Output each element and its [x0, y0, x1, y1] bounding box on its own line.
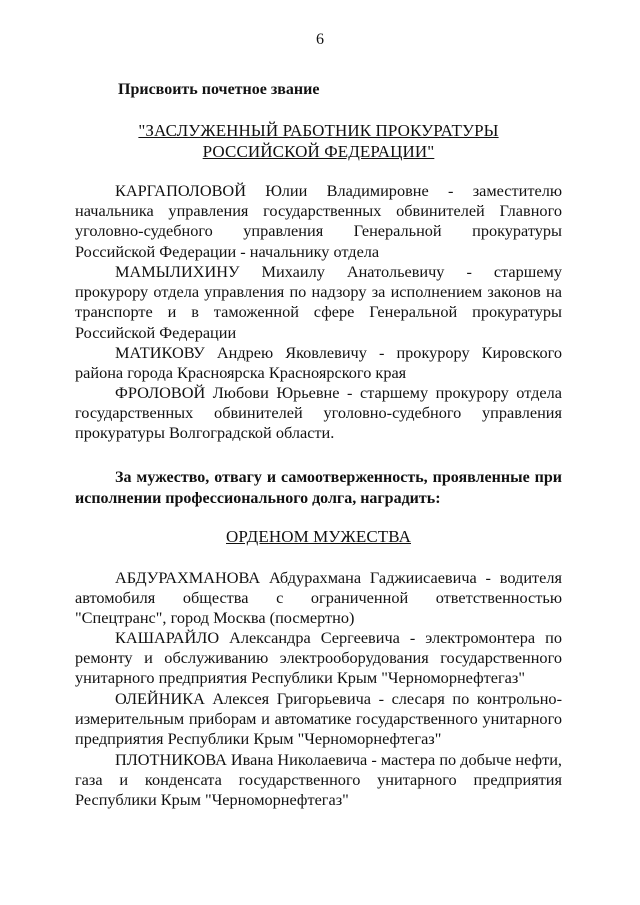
- page-number: 6: [316, 31, 324, 48]
- award-entry: [75, 750, 562, 811]
- entry-text: КАШАРАЙЛО Александра Сергеевича - электромонтера по ремонту и обслуживанию электрооборудования государственного унитарного предприятия Республики Крым "Черноморнефтегаз": [75, 628, 562, 688]
- order-title: ОРДЕНОМ МУЖЕСТВА: [226, 527, 411, 546]
- award-entry: [75, 181, 562, 262]
- honorary-title: [75, 120, 562, 162]
- entry-text: КАРГАПОЛОВОЙ Юлии Владимировне - заместителю начальника управления государственных обвинителей Главного уголовно-судебного управления Генеральной прокуратуры Российской Федерации - начальнику отдела: [75, 181, 562, 261]
- entry-text: ОЛЕЙНИКА Алексея Григорьевича - слесаря по контрольно-измерительным приборам и автоматике государственного унитарного предприятия Республики Крым "Черноморнефтегаз": [75, 689, 562, 749]
- award-entry: [75, 689, 562, 750]
- entry-text: ПЛОТНИКОВА Ивана Николаевича - мастера по добыче нефти, газа и конденсата государственного унитарного предприятия Республики Крым "Черноморнефтегаз": [75, 750, 562, 810]
- entry-text: МАТИКОВУ Андрею Яковлевичу - прокурору Кировского района города Красноярска Красноярского края: [75, 343, 562, 383]
- entry-text: ФРОЛОВОЙ Любови Юрьевне - старшему прокурору отдела государственных обвинителей уголовно-судебного управления прокуратуры Волгоградской области.: [75, 383, 562, 443]
- section2-heading: За мужество, отвагу и самоотверженность, проявленные при исполнении профессионального долга, наградить:: [75, 469, 562, 507]
- honorary-title-line2: РОССИЙСКОЙ ФЕДЕРАЦИИ": [202, 142, 435, 161]
- award-entry: [75, 628, 562, 689]
- entry-text: МАМЫЛИХИНУ Михаилу Анатольевичу - старшему прокурору отдела управления по надзору за исполнением законов на транспорте и в таможенной сфере Генеральной прокуратуры Российской Федерации: [75, 262, 562, 342]
- award-entry: [75, 343, 562, 383]
- award-entry: [75, 383, 562, 444]
- entry-text: АБДУРАХМАНОВА Абдурахмана Гаджиисаевича - водителя автомобиля общества с ограниченной ответственностью "Спецтранс", город Москва (посмертно): [75, 568, 562, 628]
- award-entry: [75, 568, 562, 629]
- honorary-title-line1: "ЗАСЛУЖЕННЫЙ РАБОТНИК ПРОКУРАТУРЫ: [138, 121, 499, 140]
- section1-heading: Присвоить почетное звание: [118, 81, 320, 98]
- award-entry: [75, 262, 562, 343]
